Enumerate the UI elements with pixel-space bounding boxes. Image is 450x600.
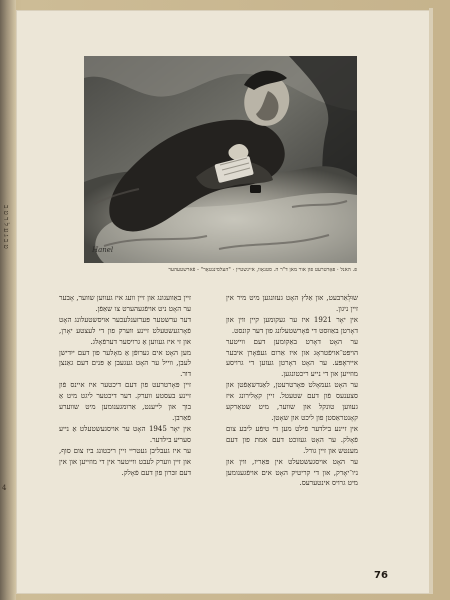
page-number: 76 xyxy=(374,570,388,581)
right-text-column xyxy=(226,293,358,558)
artwork-caption: פ. האנל · פּאָרטרעט פון אור מאן ד"ר ה. סטנאָוו, איינשטיין · "העלסינגטאָר" - פֿארשטעהער xyxy=(168,267,357,273)
left-paragraph: זיין באַוועגונג און זיין וועג איז געווען שווער, אָבער ער האָט ניט אויפֿגעהערט צו שאַפֿן. xyxy=(59,293,191,313)
left-text-column xyxy=(59,293,191,558)
painting-small-object xyxy=(250,185,261,193)
right-paragraph: אין יאָר 1921 איז ער געקומען קיין ווין און דאָרטן באַווּסט די פֿאָרשטעלונג פון דער קונסט. xyxy=(226,314,358,335)
right-paragraph: ער האָט אויסגעשטעלט אין פּאַריז, ווין און ניו־יאָרק, און די קריטיק האָט אים אויפֿגענומען מיט גרויס אינטערעס. xyxy=(226,456,358,488)
left-paragraph: אין יאָר 1945 האָט ער אויסגעשטעלט אַ נייע סעריע בילדער. xyxy=(59,423,191,444)
right-paragraph: ער האָט געמאָלט פּאָרטרעטן, לאַנדשאַפֿטן און סצענעס פֿון דעם שטעטל. זיין קאָלירונג איז געווען טונקל און שווער, מיט שטאַרקע קאָנטראַסטן פון ליכט און שאָטן. xyxy=(226,380,358,422)
left-paragraph: ער איז געבליבן געטריי זיין ריכטונג ביז צום סוף, און זיין ווערק לעבט ווייטער אין די מוזייען און אין דעם זכּרון פון דעם פֿאָלק. xyxy=(59,445,191,477)
left-paragraph: דער ערשטער פּערזענלעכער אויסשטעלונג האָט פֿאָרגעשטעלט זיינע ווערק פון די לעצטע יאָרן, און זי איז געווען אַ גרויסער דערפֿאָלג. xyxy=(59,314,191,346)
right-paragraph: אין זיינע בילדער פֿילט מען די טיפֿע ליבע צום פֿאָלק. ער האָט געזוכט דעם אמת פון דעם מענטש און זיין גורל. xyxy=(226,423,358,455)
painting-signature: Hanel xyxy=(92,246,114,254)
left-page-edge xyxy=(0,0,16,600)
painting-image xyxy=(84,56,357,263)
book-page xyxy=(16,10,430,594)
left-page-text-fragment: ט ב ג ע ל ר ט ב xyxy=(2,205,10,249)
right-paragraph: שוּלְאַרבעט, און אַלץ האָט געזונגען מיט מיר אין זיין ניגון. xyxy=(226,293,358,313)
left-paragraph: זיין פּאָרטרעט פון דעם דיכטער איז איינס פֿון זיינע בעסטע ווערק. דער דיכטער ליגט מיט אַ בוך און לייענט, אַרומגענומען מיט שווערע פֿאַרבן. xyxy=(59,380,191,422)
left-paragraph: מען האָט אים גערופֿן אַ מאָלער פון דעם ייִדישן לעבן, ווייל ער האָט געגעבן אַ פּנים דעם גאַנצן דור. xyxy=(59,347,191,379)
right-paragraph: ער האָט דאָרט באַקומען דעם ווייטער הויפּט־אויפֿטראָג און איז אַרום געפֿאָרן איבער אייראָפּע. ער האָט דאָרטן געזען די גרויסע מוזייען און די נייע ריכטונגען. xyxy=(226,336,358,379)
left-page-number-fragment: 4 xyxy=(2,484,7,492)
artwork-reproduction xyxy=(84,56,357,263)
page-edge xyxy=(429,8,433,594)
